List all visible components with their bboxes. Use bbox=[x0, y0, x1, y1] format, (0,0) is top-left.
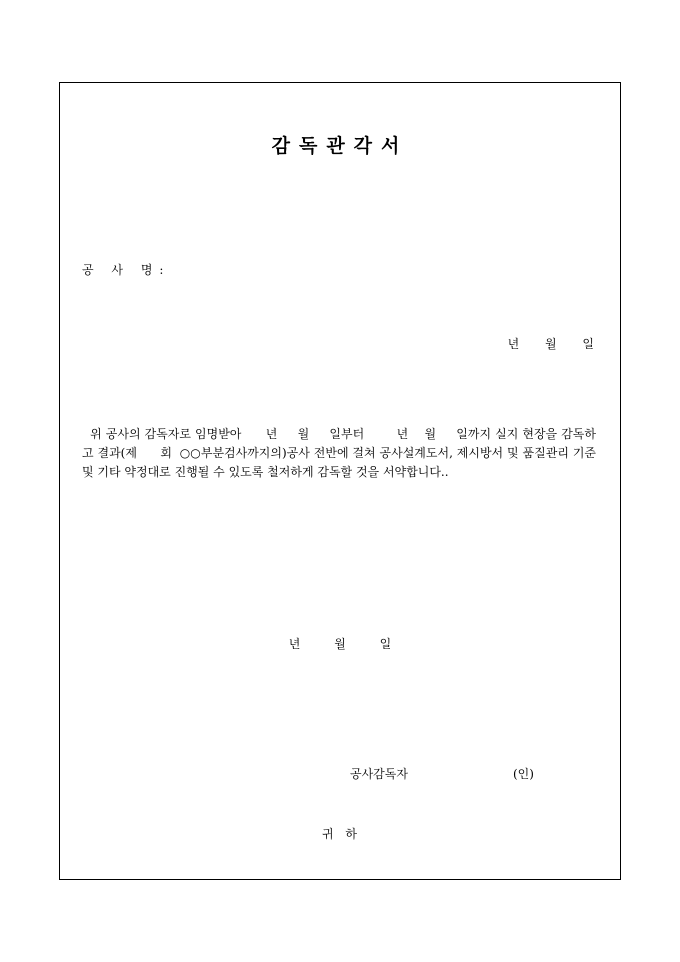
date-top: 년 월 일 bbox=[507, 337, 594, 351]
addressee: 귀 하 bbox=[322, 827, 357, 841]
supervisor-label: 공사감독자 bbox=[350, 767, 408, 781]
project-name-label: 공 사 명: bbox=[82, 263, 171, 277]
document-frame bbox=[59, 82, 621, 880]
seal-label: (인) bbox=[513, 767, 534, 781]
document-title: 감독관각서 bbox=[271, 135, 409, 157]
date-center: 년 월 일 bbox=[288, 637, 392, 651]
pledge-body-text: 위 공사의 감독자로 임명받아 년 월 일부터 년 월 일까지 실지 현장을 감독하고 결과(제 회 ○○부분검사까지의)공사 전반에 걸쳐 공사설계도서, 제시방서 및 품질관리 기준 및 기타 약정대로 진행될 수 있도록 철저하게 감독할 것을 서약합니다.. bbox=[82, 427, 600, 479]
